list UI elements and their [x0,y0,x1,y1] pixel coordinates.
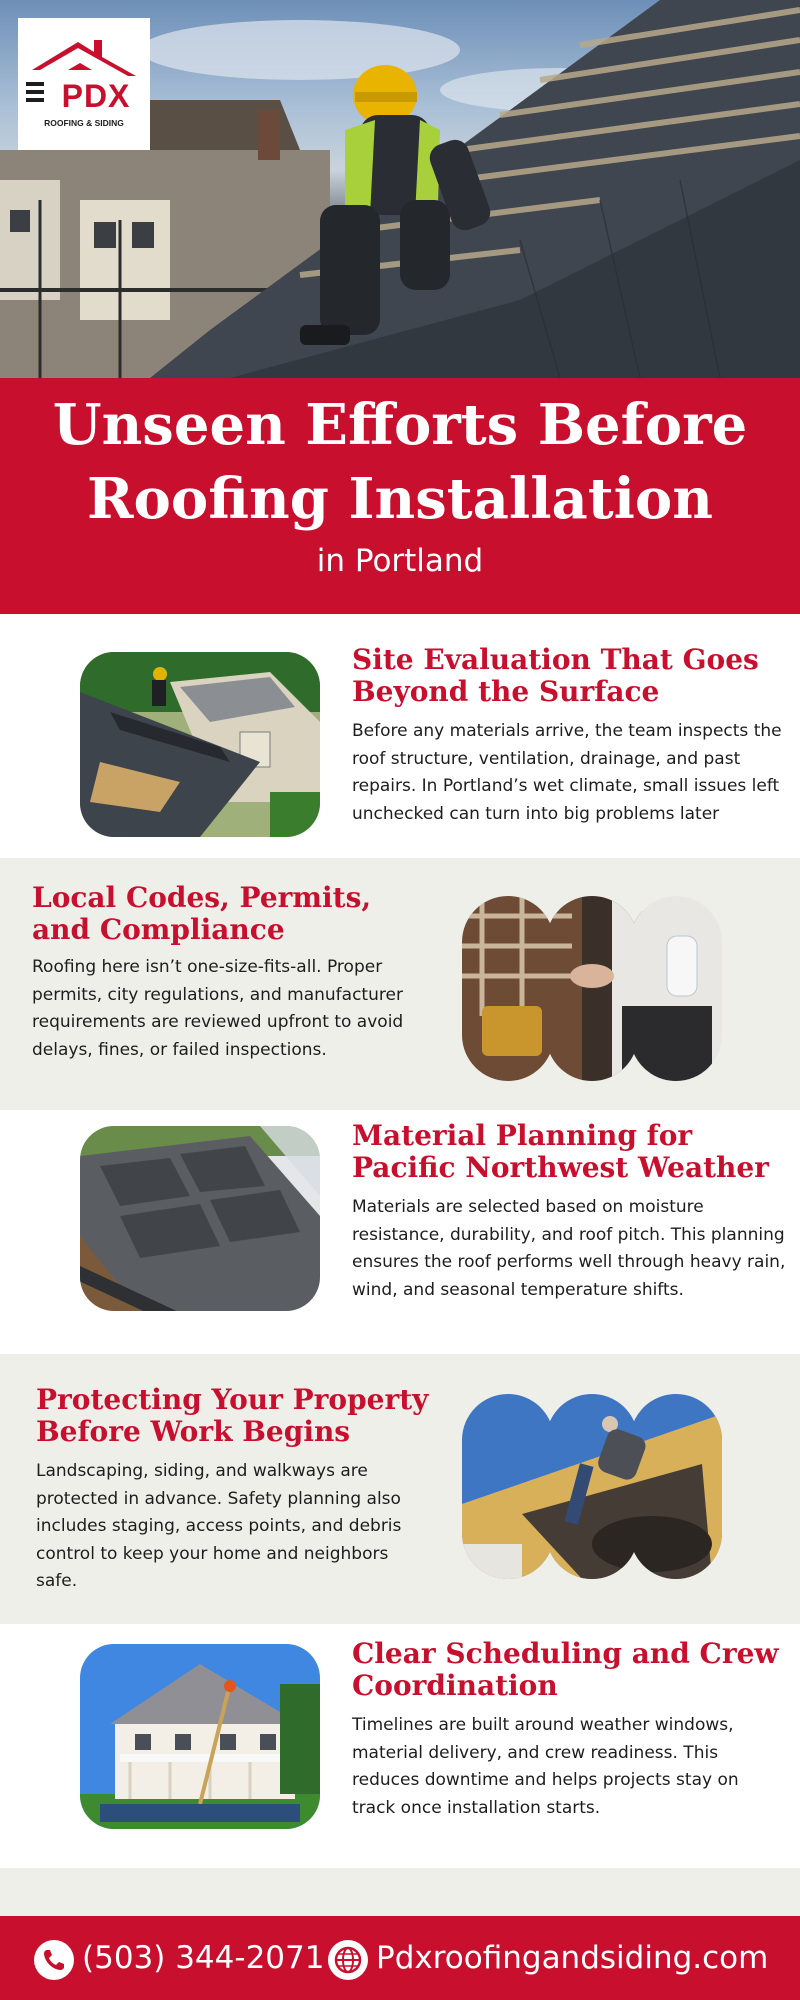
contact-footer [0,1916,800,2000]
globe-icon [328,1940,368,1980]
section-codes-permits [0,858,800,1110]
section-photo [462,1394,722,1579]
section-material-planning [0,1110,800,1354]
section-title: Material Planning for Pacific Northwest Weather [352,1119,769,1184]
logo-tagline: ROOFING & SIDING [44,118,124,128]
section-site-evaluation [0,614,800,858]
section-title: Protecting Your Property Before Work Begins [36,1383,429,1448]
phone-icon [34,1940,74,1980]
section-scheduling [0,1624,800,1868]
page-subtitle: in Portland [316,543,484,579]
section-title: Local Codes, Permits, and Compliance [32,881,372,946]
website-link[interactable]: Pdxroofingandsiding.com [376,1940,769,1976]
section-body: Roofing here isn’t one-size-fits-all. Proper permits, city regulations, and manufacturer requirements are reviewed upfront to avoid delays, fines, or failed inspections. [32,957,404,1060]
section-title: Clear Scheduling and Crew Coordination [352,1637,779,1702]
section-photo [80,1126,320,1311]
section-body: Timelines are built around weather windows, material delivery, and crew readiness. This reduces downtime and helps projects stay on track once installation starts. [352,1715,739,1818]
phone-number[interactable]: (503) 344-2071 [82,1940,325,1976]
section-body: Materials are selected based on moisture resistance, durability, and roof pitch. This planning ensures the roof performs well through heavy rain, wind, and seasonal temperature shifts. [352,1197,786,1300]
section-property-protection [0,1354,800,1624]
brand-logo [18,18,150,150]
section-photo [80,1644,320,1829]
section-photo [80,652,320,837]
footer-spacer [0,1868,800,1916]
title-band [0,378,800,614]
page-title: Unseen Efforts Before Roofing Installation [52,392,748,532]
logo-wordmark: PDX [61,78,131,114]
section-photo [462,896,722,1081]
hero-photo [0,0,800,378]
section-body: Landscaping, siding, and walkways are protected in advance. Safety planning also includes staging, access points, and debris control to keep your home and neighbors safe. [36,1461,402,1591]
section-title: Site Evaluation That Goes Beyond the Surface [352,643,759,708]
section-body: Before any materials arrive, the team inspects the roof structure, ventilation, drainage, and past repairs. In Portland’s wet climate, small issues left unchecked can turn into big problems later [352,721,782,824]
